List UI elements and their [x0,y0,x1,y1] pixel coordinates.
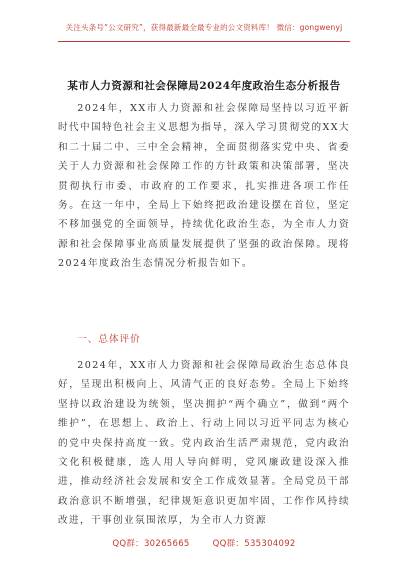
footer-qq-group-2: QQ群：535304092 [212,539,296,549]
evaluation-paragraph: 2024年，XX市人力资源和社会保障局政治生态总体良好，呈现出积极向上、风清气正的良好态势。全局上下始终坚持以政治建设为统领，坚决拥护“两个确立”，做到“两个维护”，在思想上、政治上、行动上同以习近平同志为核心的党中央保持高度一致。党内政治生活严肃规范，党内政治文化积极健康，选人用人导向鲜明，党风廉政建设深入推进，推动经济社会发展和安全工作成效显著。全局党员干部政治意识不断增强，纪律规矩意识更加牢固，工作作风持续改进，干事创业氛围浓厚，为全市人力资源 [58,360,350,527]
header-banner: 关注头条号“公文研究”，获得最新最全最专业的公文资料库！ 微信：gongwenyj [65,23,343,32]
header-divider [58,41,350,42]
intro-section [58,99,350,274]
section-heading: 一、总体评价 [77,334,141,345]
intro-paragraph: 2024年，XX市人力资源和社会保障局坚持以习近平新时代中国特色社会主义思想为指导，深入学习贯彻党的XX大和二十届二中、三中全会精神，全面贯彻落实党中央、省委关于人力资源和社会保障工作的方针政策和决策部署，坚决贯彻执行市委、市政府的工作要求，扎实推进各项工作任务。在这一年中，全局上下始终把政治建设摆在首位，坚定不移加强党的全面领导，持续优化政治生态，为全市人力资源和社会保障事业高质量发展提供了坚强的政治保障。现将2024年度政治生态情况分析报告如下。 [58,103,350,270]
footer [0,537,408,549]
overall-evaluation-section [58,356,350,546]
document-title: 某市人力资源和社会保障局2024年度政治生态分析报告 [67,80,341,92]
footer-qq-group-1: QQ群：30265665 [112,539,190,549]
